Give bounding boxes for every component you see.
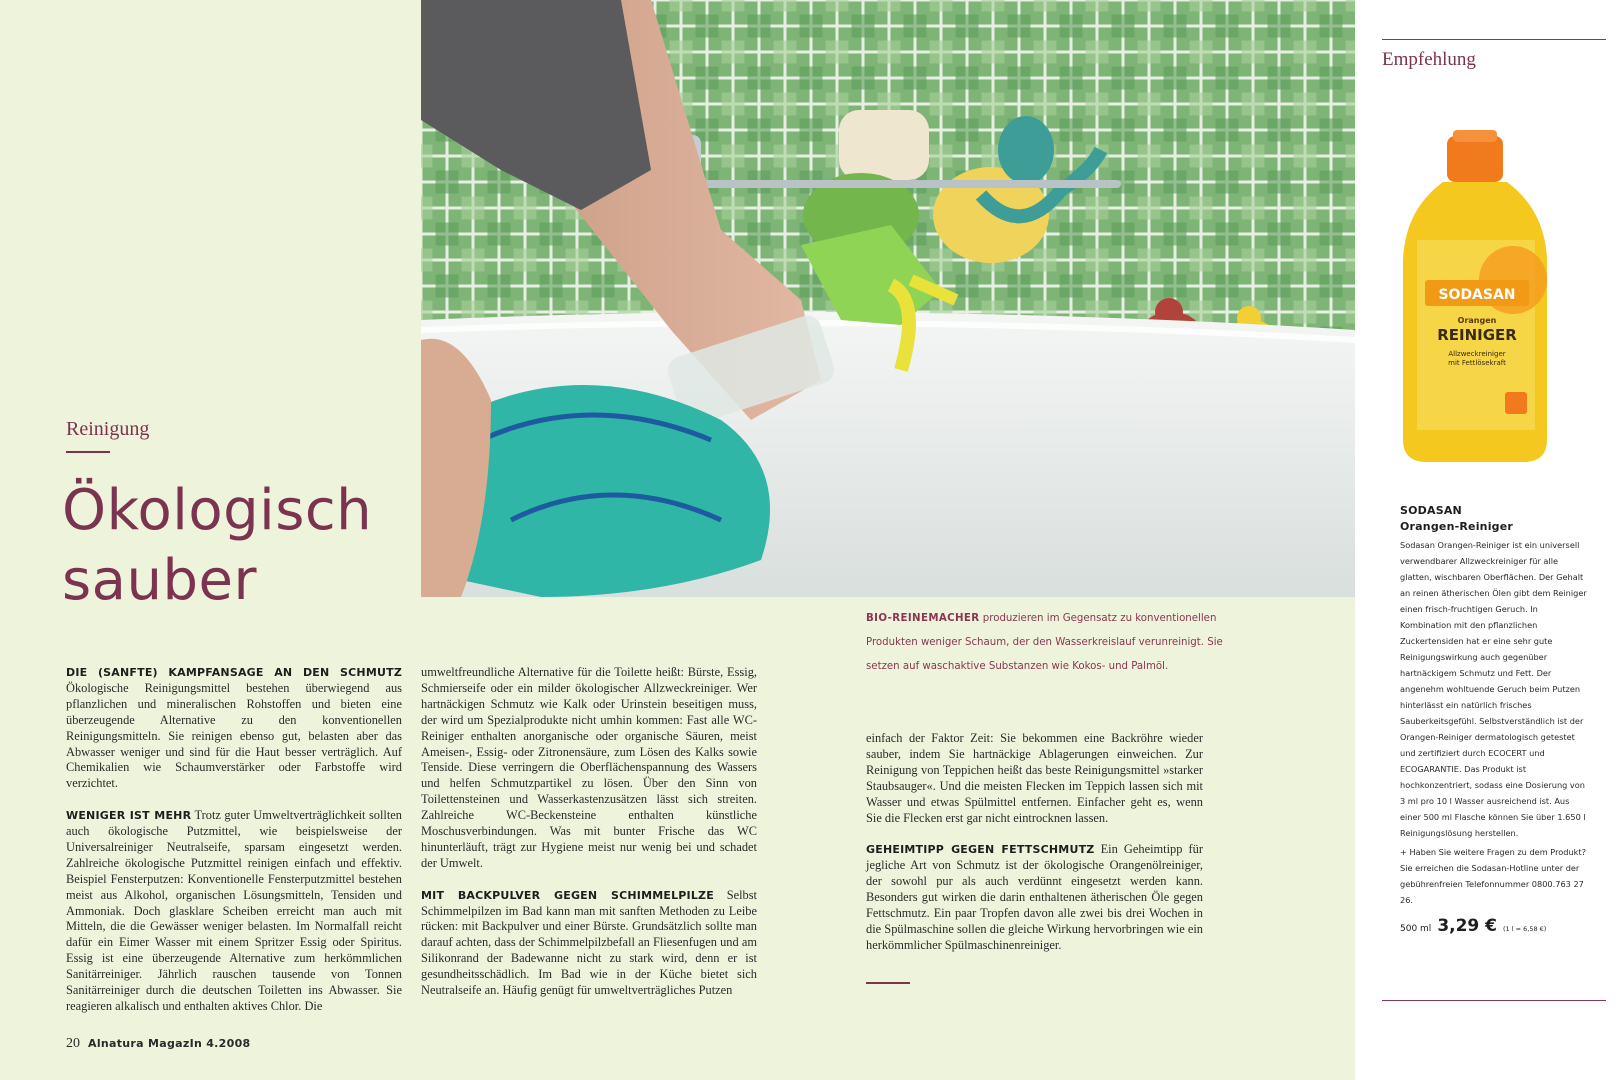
page-number: 20 <box>66 1036 80 1051</box>
product-price: 3,29 € <box>1437 916 1498 936</box>
sidebar-bottom-rule <box>1382 1000 1606 1001</box>
caption-lead: BIO-REINEMACHER <box>866 613 980 624</box>
bathroom-photo <box>421 0 1355 597</box>
product-title: Orangen-Reiniger <box>1400 520 1514 533</box>
paragraph-text: Trotz guter Umweltverträglichkeit sollten auch ökologische Putzmittel, wie beispielsweise der Universalreiniger Neutralseife, sparsam eingesetzt werden. Zahlreiche ökologische Putzmittel reinigen einfach und effektiv. Beispiel Fensterputzen: Konventionelle Fensterputzmittel bestehen meist aus Alkohol, organischen Lösungsmitteln, Tensiden und Ammoniak. Doch glasklare Scheiben erreicht man auch mit Mitteln, die die Gewässer weniger belasten. Im Normalfall reicht dafür ein Eimer Wasser mit einem Spritzer Essig oder Spiritus. Essig ist eine überzeugende Alternative zum herkömmlichen Sanitärreiniger. Jährlich rauschen tausende von Tonnen Sanitärreiniger durch die deutschen Toiletten ins Abwasser. Sie reagieren alkalisch und enthalten aktives Chlor. Die <box>66 808 402 1014</box>
kicker-rule <box>66 451 110 453</box>
product-brand: SODASAN <box>1400 504 1462 517</box>
product-description: Sodasan Orangen-Reiniger ist ein universell verwendbarer Allzweckreiniger für alle glatten, wischbaren Oberflächen. Der Gehalt an reinen ätherischen Ölen gibt dem Reiniger einen frisch-fruchtigen Geruch. In Kombination mit den pflanzlichen Zuckertensiden hat er eine sehr gute Reinigungswirkung auch gegenüber hartnäckigem Schmutz und Fett. Der angenehm wohltuende Geruch beim Putzen hinterlässt ein natürlich frisches Sauberkeitsgefühl. Selbstverständlich ist der Orangen-Reiniger dermatologisch getestet und zertifiziert durch ECOCERT und ECOGARANTIE. Das Produkt ist hochkonzentriert, sodass eine Dosierung von 3 ml pro 10 l Wasser ausreichend ist. Aus einer 500 ml Flasche können Sie über 1.650 l Reinigungslösung herstellen. <box>1400 540 1587 838</box>
product-size: 500 ml <box>1400 924 1432 934</box>
bottle-label-line4: mit Fettlösekraft <box>1448 359 1506 367</box>
section-kicker: Reinigung <box>66 418 150 440</box>
unit-price: (1 l = 6,58 €) <box>1503 925 1547 933</box>
title-line-1: Ökologisch <box>62 478 373 543</box>
paragraph-text: Ökologische Reinigungsmittel bestehen überwiegend aus pflanzlichen und mineralischen Rohstoffen und bieten eine überzeugende Alternative zu den konventionellen Reinigungsmitteln. Sie reinigen ebenso gut, belasten aber das Abwasser weniger und sind für die Haut besser verträglich. Auf Chemikalien wie Schaumverstärker oder Farbstoffe wird verzichtet. <box>66 680 402 791</box>
product-name <box>1400 503 1513 535</box>
hotline-hint: + Haben Sie weitere Fragen zu dem Produkt? Sie erreichen die Sodasan-Hotline unter der gebührenfreien Telefonnummer 0800.763 27 26. <box>1400 847 1586 905</box>
paragraph-text: einfach der Faktor Zeit: Sie bekommen eine Backröhre wieder sauber, indem Sie hartnäckige Ablagerungen einweichen. Zur Reinigung von Teppichen heißt das beste Reinigungsmittel »starker Staubsauger«. Und die meisten Flecken im Teppich lassen sich mit Wasser und etwas Spülmittel entfernen. Einfacher geht es, wenn Sie die Flecken erst gar nicht eintrocknen lassen. <box>866 731 1203 825</box>
article-end-rule <box>866 982 910 984</box>
body-column-2 <box>421 665 757 1015</box>
bottle-label-line3: Allzweckreiniger <box>1448 350 1506 358</box>
sidebar-top-rule <box>1382 39 1606 40</box>
photo-caption <box>866 607 1226 679</box>
page-folio <box>66 1036 250 1052</box>
product-bottle-image <box>1395 130 1555 470</box>
paragraph <box>421 665 757 872</box>
body-column-3 <box>866 731 1203 970</box>
price-line <box>1400 916 1546 936</box>
paragraph <box>866 842 1203 953</box>
body-column-1 <box>66 665 402 1031</box>
paragraph-lead: DIE (SANFTE) KAMPFANSAGE AN DEN SCHMUTZ <box>66 666 402 679</box>
bottle-label-line2: REINIGER <box>1437 326 1517 344</box>
paragraph-lead: GEHEIMTIPP GEGEN FETTSCHMUTZ <box>866 843 1095 857</box>
paragraph-lead: WENIGER IST MEHR <box>66 809 192 823</box>
paragraph-text: umweltfreundliche Alternative für die Toilette heißt: Bürste, Essig, Schmierseife oder ein milder ökologischer Allzweckreiniger. Wer hartnäckigen Schmutz wie Kalk oder Urinstein beseitigen muss, der wird um Spezialprodukte nicht umhin kommen: Fast alle WC-Reiniger enthalten anorganische oder organische Säuren, meist Ameisen-, Essig- oder Zitronensäure, zum Lösen des Kalks sowie Tenside. Diese verringern die Oberflächenspannung des Wassers und helfen Schmutzpartikel zu lösen. Über den Sinn von Toilettensteinen und Wasserkastenzusätzen lässt sich streiten. Zahlreiche WC-Beckensteine enthalten künstliche Moschusverbindungen. Was mit bunter Frische das WC hinunterläuft, trägt zur Hygiene meist nur wenig bei und schadet der Umwelt. <box>421 665 757 870</box>
bottle-label-brand: SODASAN <box>1438 287 1516 303</box>
paragraph-lead: MIT BACKPULVER GEGEN SCHIMMELPILZE <box>421 888 714 902</box>
paragraph-text: Ein Geheimtipp für jegliche Art von Schmutz ist der ökologische Orangenölreiniger, der sowohl pur als auch verdünnt eingesetzt werden kann. Besonders gut wirken die darin enthaltenen ätherischen Öle gegen Fettschmutz. Ein paar Tropfen davon alle zwei bis drei Wochen in die Spülmaschine sollen die gleiche Wirkung hervorbringen wie ein herkömmlicher Spülmaschinenreiniger. <box>866 842 1204 952</box>
paragraph-text: Selbst Schimmelpilzen im Bad kann man mit sanften Methoden zu Leibe rücken: mit Backpulver und einer Bürste. Grundsätzlich sollte man darauf achten, dass der Schimmelpilzbefall an Fliesenfugen und am Silikonrand der Badewanne nicht zu stark wird, denn er ist gesundheitsschädlich. Im Bad wie in der Küche bietet sich Neutralseife an. Häufig genügt für umweltverträgliches Putzen <box>421 887 758 998</box>
paragraph <box>66 665 402 792</box>
paragraph <box>66 808 402 1015</box>
title-line-2: sauber <box>62 548 258 613</box>
paragraph <box>866 731 1203 826</box>
paragraph <box>421 888 757 999</box>
sidebar-heading: Empfehlung <box>1382 49 1476 70</box>
caption-text: produzieren im Gegensatz zu konventionellen Produkten weniger Schaum, der den Wasserkreislauf verunreinigt. Sie setzen auf waschaktive Substanzen wie Kokos- und Palmöl. <box>866 613 1223 672</box>
bottle-label-line1: Orangen <box>1457 316 1497 325</box>
magazine-name: Alnatura MagazIn 4.2008 <box>88 1037 251 1050</box>
article-title <box>62 476 372 616</box>
